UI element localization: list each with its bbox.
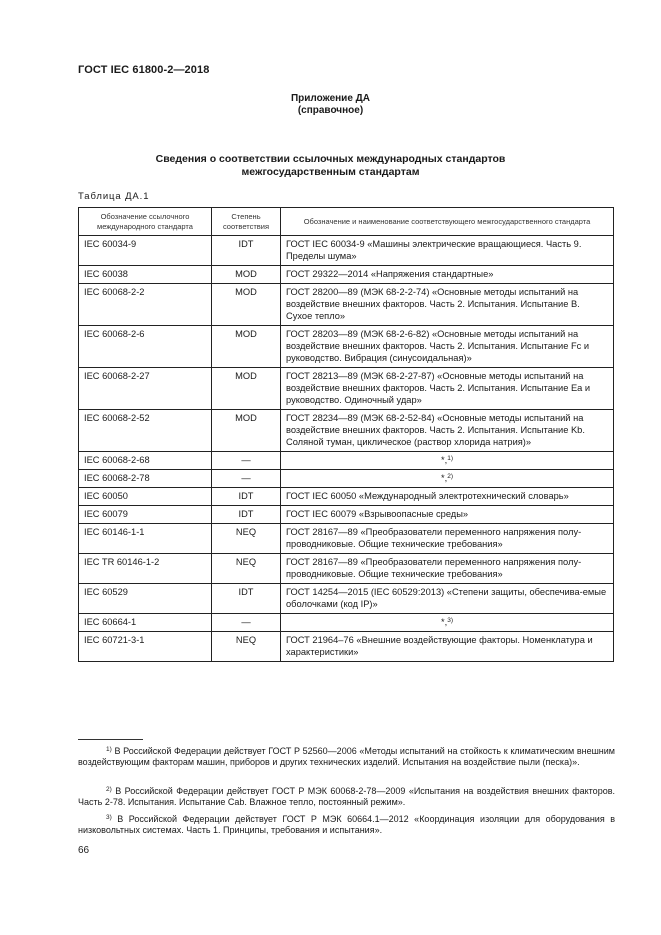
degree-cell: MOD [212, 326, 281, 368]
section-title-line2: межгосударственным стандартам [241, 166, 420, 178]
interstate-standard-cell: ГОСТ IEC 60034-9 «Машины электрические вращающиеся. Часть 9. Пределы шума» [281, 236, 614, 266]
footnote-mark: 2) [106, 786, 112, 793]
page-number: 66 [78, 845, 90, 856]
footnote-ref: 2) [447, 473, 453, 480]
document-code: ГОСТ IEC 61800-2—2018 [78, 64, 210, 76]
appendix-subtitle: (справочное) [297, 105, 364, 116]
correspondence-table [78, 207, 614, 662]
degree-cell: IDT [212, 488, 281, 506]
table-label: Таблица ДА.1 [78, 191, 150, 202]
interstate-standard-cell: ГОСТ 28167—89 «Преобразователи переменного напряжения полу-проводниковые. Общие технические требования» [281, 524, 614, 554]
degree-cell: NEQ [212, 524, 281, 554]
table-row [79, 266, 614, 284]
reference-standard-cell: IEC 60721-3-1 [79, 632, 212, 662]
table-row [79, 410, 614, 452]
degree-cell: MOD [212, 410, 281, 452]
reference-standard-cell: IEC 60068-2-27 [79, 368, 212, 410]
reference-standard-cell: IEC 60079 [79, 506, 212, 524]
table-row [79, 506, 614, 524]
table-row [79, 554, 614, 584]
reference-standard-cell: IEC 60068-2-78 [79, 470, 212, 488]
footnote-text: В Российской Федерации действует ГОСТ Р 52560—2006 «Методы испытаний на стойкость к климатическим внешним воздействующим факторам машин, приборов и других технических изделий. Испытания на воздействие пыли (песка)». [78, 746, 615, 768]
interstate-standard-cell: *,$^{1)}$ [281, 452, 614, 470]
degree-cell: MOD [212, 266, 281, 284]
table-row [79, 488, 614, 506]
table-row [79, 584, 614, 614]
interstate-standard-cell: ГОСТ IEC 60050 «Международный электротехнический словарь» [281, 488, 614, 506]
degree-cell: — [212, 614, 281, 632]
footnote [78, 814, 615, 836]
degree-cell: — [212, 452, 281, 470]
reference-standard-cell: IEC TR 60146-1-2 [79, 554, 212, 584]
degree-cell: IDT [212, 506, 281, 524]
degree-cell: MOD [212, 284, 281, 326]
table-header-row [79, 208, 614, 236]
table-row [79, 614, 614, 632]
footnote-text: В Российской Федерации действует ГОСТ Р МЭК 60068-2-78—2009 «Испытания на воздействия внешних факторов. Часть 2-78. Испытания. Испытание Cab. Влажное тепло, постоянный режим». [78, 786, 615, 808]
reference-standard-cell: IEC 60038 [79, 266, 212, 284]
degree-cell: NEQ [212, 632, 281, 662]
footnote [78, 786, 615, 808]
interstate-standard-cell: ГОСТ 29322—2014 «Напряжения стандартные» [281, 266, 614, 284]
no-equivalent-mark: * [441, 455, 445, 465]
reference-standard-cell: IEC 60529 [79, 584, 212, 614]
interstate-standard-cell: *,$^{2)}$ [281, 470, 614, 488]
appendix-title: Приложение ДА [290, 93, 371, 104]
footnote-divider [78, 739, 143, 740]
footnote-text: В Российской Федерации действует ГОСТ Р МЭК 60664.1—2012 «Координация изоляции для оборудования в низковольтных системах. Часть 1. Принципы, требования и испытания». [78, 814, 615, 836]
interstate-standard-cell: *,$^{3)}$ [281, 614, 614, 632]
table-row [79, 632, 614, 662]
no-equivalent-mark: * [441, 617, 445, 627]
reference-standard-cell: IEC 60068-2-68 [79, 452, 212, 470]
table-row [79, 284, 614, 326]
footnote-mark: 3) [106, 814, 112, 821]
interstate-standard-cell: ГОСТ 28213—89 (МЭК 68-2-27-87) «Основные методы испытаний на воздействие внешних факторов. Часть 2. Испытания. Испытание Еа и руководство. Одиночный удар» [281, 368, 614, 410]
no-equivalent-mark: * [441, 473, 445, 483]
interstate-standard-cell: ГОСТ 14254—2015 (IEC 60529:2013) «Степени защиты, обеспечива-емые оболочками (код IP)» [281, 584, 614, 614]
table-row [79, 524, 614, 554]
degree-cell: — [212, 470, 281, 488]
interstate-standard-cell: ГОСТ 28203—89 (МЭК 68-2-6-82) «Основные методы испытаний на воздействие внешних факторов. Часть 2. Испытания. Испытание Fc и руководство. Вибрация (синусоидальная)» [281, 326, 614, 368]
footnote-ref: 1) [447, 455, 453, 462]
footnote-mark: 1) [106, 746, 112, 753]
reference-standard-cell: IEC 60146-1-1 [79, 524, 212, 554]
degree-cell: IDT [212, 236, 281, 266]
interstate-standard-cell: ГОСТ 21964–76 «Внешние воздействующие факторы. Номенклатура и характеристики» [281, 632, 614, 662]
table-row [79, 452, 614, 470]
table-row [79, 368, 614, 410]
degree-cell: IDT [212, 584, 281, 614]
table-row [79, 236, 614, 266]
reference-standard-cell: IEC 60068-2-6 [79, 326, 212, 368]
reference-standard-cell: IEC 60034-9 [79, 236, 212, 266]
interstate-standard-cell: ГОСТ 28200—89 (МЭК 68-2-2-74) «Основные методы испытаний на воздействие внешних факторов. Часть 2. Испытания. Испытание В. Сухое тепло» [281, 284, 614, 326]
footnote-ref: 3) [447, 617, 453, 624]
reference-standard-cell: IEC 60050 [79, 488, 212, 506]
reference-standard-cell: IEC 60068-2-52 [79, 410, 212, 452]
degree-cell: MOD [212, 368, 281, 410]
reference-standard-cell: IEC 60068-2-2 [79, 284, 212, 326]
interstate-standard-cell: ГОСТ 28234—89 (МЭК 68-2-52-84) «Основные методы испытаний на воздействие внешних факторов. Часть 2. Испытания. Испытание Kb. Соляной туман, циклическое (раствор хлорида натрия)» [281, 410, 614, 452]
table-row [79, 470, 614, 488]
reference-standard-cell: IEC 60664-1 [79, 614, 212, 632]
interstate-standard-cell: ГОСТ 28167—89 «Преобразователи переменного напряжения полу-проводниковые. Общие технические требования» [281, 554, 614, 584]
footnote [78, 746, 615, 768]
header-interstate-standard: Обозначение и наименование соответствующего межгосударственного стандарта [281, 208, 614, 236]
section-title-line1: Сведения о соответствии ссылочных международных стандартов [155, 153, 506, 165]
header-degree: Степень соответствия [212, 208, 281, 236]
degree-cell: NEQ [212, 554, 281, 584]
interstate-standard-cell: ГОСТ IEC 60079 «Взрывоопасные среды» [281, 506, 614, 524]
header-reference-standard: Обозначение ссылочного международного стандарта [79, 208, 212, 236]
table-row [79, 326, 614, 368]
